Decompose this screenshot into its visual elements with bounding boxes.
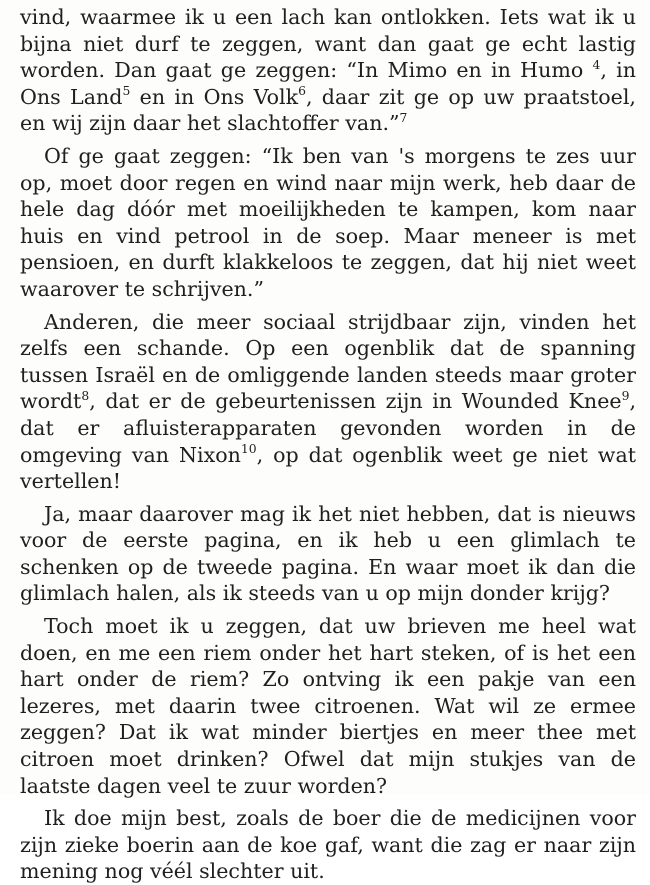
paragraph-1 — [20, 4, 636, 137]
paragraph-6-text: Ik doe mijn best, zoals de boer die de medicijnen voor zijn zieke boerin aan de koe gaf, want die zag er naar zijn mening nog véél slechter uit. — [20, 806, 636, 884]
footnote-marker-6: 6 — [298, 84, 306, 99]
paragraph-5 — [20, 613, 636, 799]
paragraph-4-text: Ja, maar daarover mag ik het niet hebben, dat is nieuws voor de eerste pagina, en ik heb u een glimlach te schenken op de tweede pagina. En waar moet ik dan die glimlach halen, als ik steeds van u op mijn donder krijg? — [20, 501, 636, 606]
paragraph-5-text: Toch moet ik u zeggen, dat uw brieven me heel wat doen, en me een riem onder het hart steken, of is het een hart onder de riem? Zo ontving ik een pakje van een lezeres, met daarin twee citroenen. Wat wil ze ermee zeggen? Dat ik wat minder biertjes en meer thee met citroen moet drinken? Ofwel dat mijn stukjes van de laatste dagen veel te zuur worden? — [20, 614, 636, 798]
footnote-marker-4: 4 — [592, 57, 601, 72]
footnote-marker-5: 5 — [122, 84, 131, 99]
paragraph-3 — [20, 309, 636, 495]
footnote-marker-9: 9 — [621, 388, 630, 403]
paragraph-1-text-3: en in Ons Volk — [130, 84, 299, 109]
footnote-marker-8: 8 — [81, 388, 90, 403]
paragraph-2-text: Of ge gaat zeggen: “Ik ben van 's morgens te zes uur op, moet door regen en wind naar mijn werk, heb daar de hele dag dóór met moeilijkheden te kampen, kom naar huis en vind petrool in de soep. Maar meneer is met pensioen, en durft klakkeloos te zeggen, dat hij niet weet waarover te schrijven.” — [20, 143, 636, 301]
paragraph-3-text-2: , dat er de gebeurtenissen zijn in Wounded Knee — [89, 389, 622, 414]
paragraph-3-text-3: , dat er afluisterapparaten gevonden worden in de omgeving van Nixon — [20, 389, 636, 467]
paragraph-1-text-4: , daar zit ge op uw praatstoel, en wij zijn daar het slachtoffer van.” — [20, 84, 636, 136]
paragraph-6 — [20, 805, 636, 885]
text-column — [20, 4, 636, 885]
paragraph-4 — [20, 501, 636, 607]
paragraph-1-text-1: vind, waarmee ik u een lach kan ontlokken. Iets wat ik u bijna niet durf te zeggen, want dan gaat ge echt lastig worden. Dan gaat ge zeggen: “In Mimo en in Humo — [20, 5, 636, 83]
paragraph-3-text-1: Anderen, die meer sociaal strijdbaar zijn, vinden het zelfs een schande. Op een ogenblik dat de spanning tussen Israël en de omliggende landen steeds maar groter wordt — [20, 309, 636, 414]
footnote-marker-7: 7 — [399, 110, 408, 125]
paragraph-1-text-2: , in Ons Land — [20, 58, 636, 109]
paragraph-2 — [20, 143, 636, 303]
footnote-marker-10: 10 — [240, 442, 257, 457]
paragraph-3-text-4: , op dat ogenblik weet ge niet wat vertellen! — [20, 442, 636, 494]
